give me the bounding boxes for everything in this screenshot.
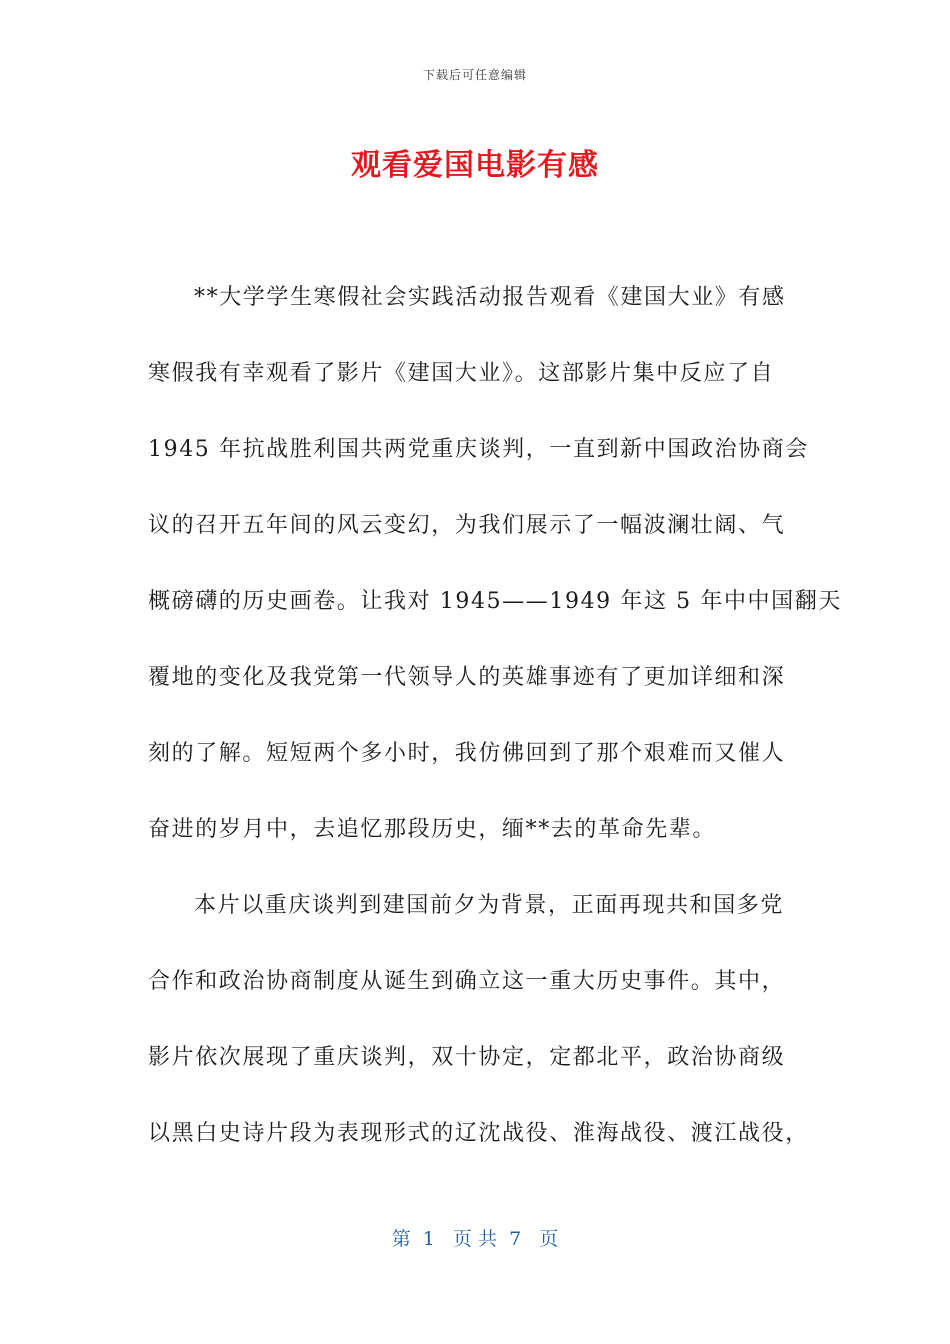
text-line: 概磅礴的历史画卷。让我对 1945——1949 年这 5 年中中国翻天 xyxy=(148,589,842,614)
document-body xyxy=(148,270,842,1182)
text-line: 本片以重庆谈判到建国前夕为背景，正面再现共和国多党 xyxy=(194,893,785,918)
text-line: 寒假我有幸观看了影片《建国大业》。这部影片集中反应了自 xyxy=(148,361,775,386)
text-line: **大学学生寒假社会实践活动报告观看《建国大业》有感 xyxy=(194,285,786,310)
text-line: 以黑白史诗片段为表现形式的辽沈战役、淮海战役、渡江战役， xyxy=(148,1121,809,1146)
text-line: 刻的了解。短短两个多小时，我仿佛回到了那个艰难而又催人 xyxy=(148,741,786,766)
text-line: 议的召开五年间的风云变幻，为我们展示了一幅波澜壮阔、气 xyxy=(148,513,786,538)
text-line: 覆地的变化及我党第一代领导人的英雄事迹有了更加详细和深 xyxy=(148,665,786,690)
text-line: 合作和政治协商制度从诞生到确立这一重大历史事件。其中， xyxy=(148,969,786,994)
document-title: 观看爱国电影有感 xyxy=(351,148,599,183)
text-line: 奋进的岁月中，去追忆那段历史，缅**去的革命先辈。 xyxy=(148,817,717,842)
page-header-note: 下载后可任意编辑 xyxy=(422,68,527,82)
text-line: 影片依次展现了重庆谈判，双十协定，定都北平，政治协商级 xyxy=(148,1045,786,1070)
page-number-footer: 第 1 页 共 7 页 xyxy=(391,1228,559,1250)
text-line: 1945 年抗战胜利国共两党重庆谈判，一直到新中国政治协商会 xyxy=(148,437,809,462)
